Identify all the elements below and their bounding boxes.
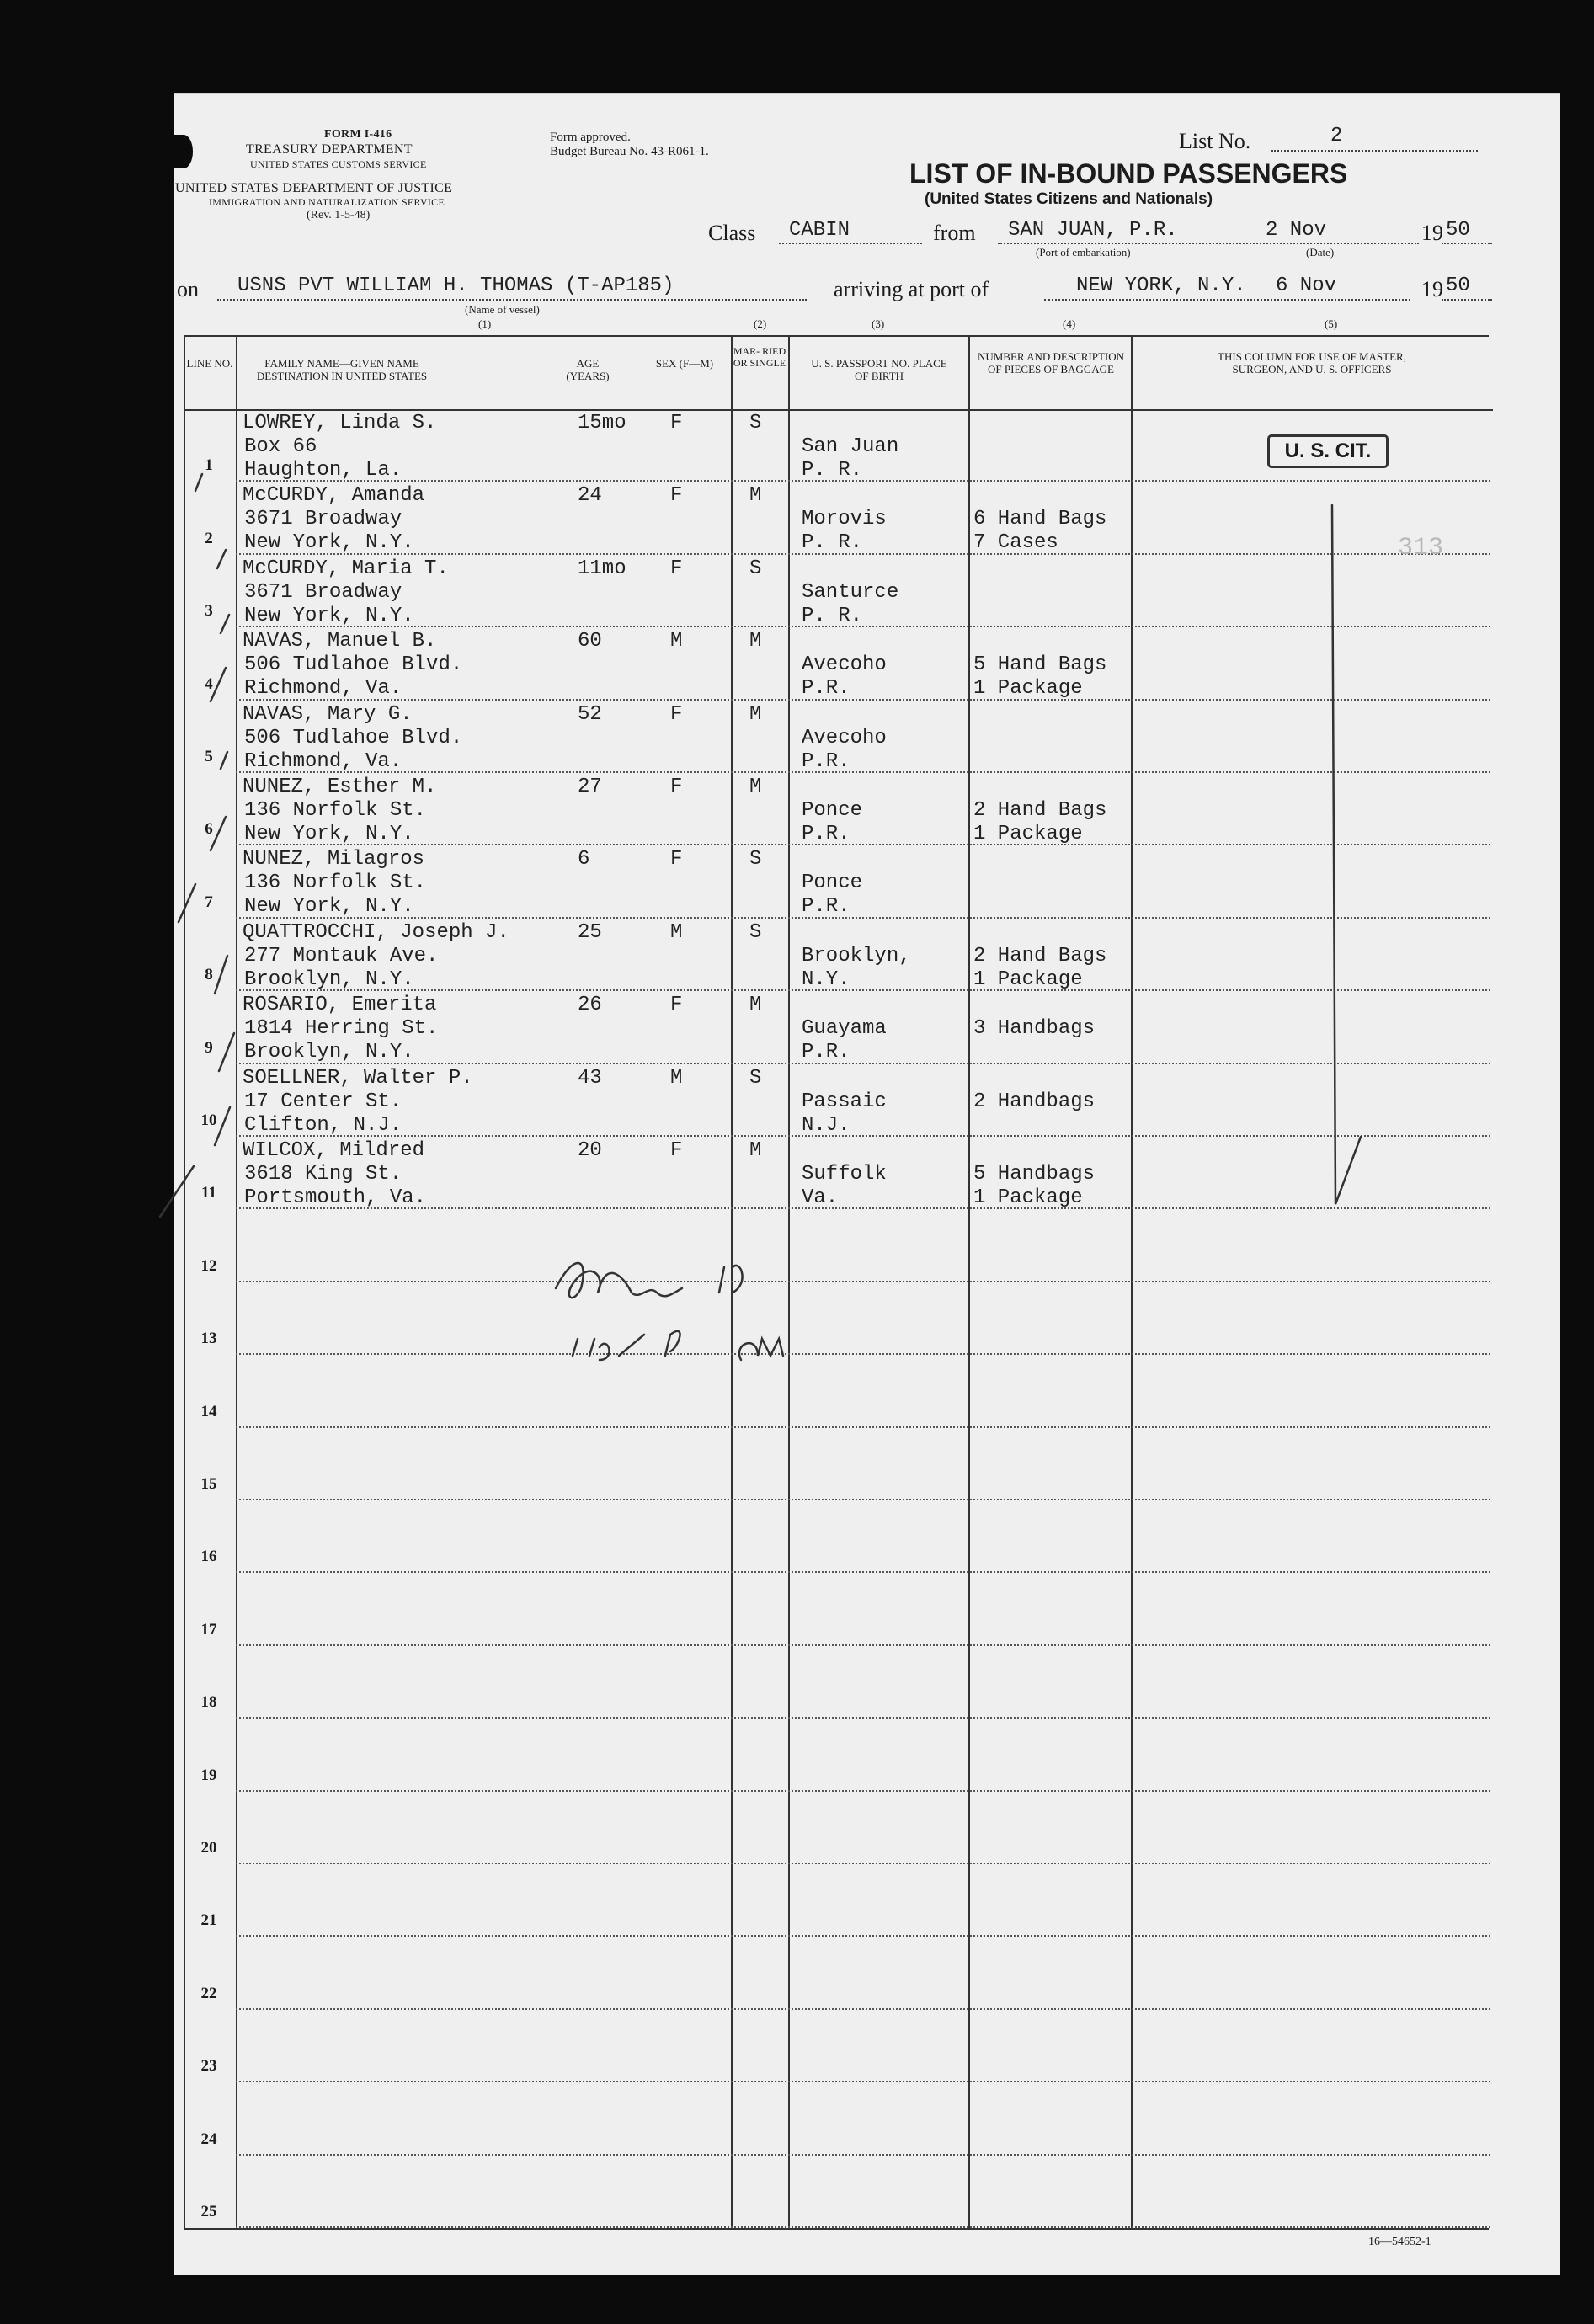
budget-bureau: Budget Bureau No. 43-R061-1.	[550, 145, 709, 158]
marital-status: S	[749, 1066, 762, 1090]
birth-region: P. R.	[802, 531, 863, 555]
faint-number: 313	[1398, 534, 1444, 562]
birth-region: P.R.	[802, 1041, 850, 1064]
line-number: 22	[200, 1984, 217, 2002]
on-label: on	[177, 277, 199, 301]
check-mark	[221, 752, 227, 769]
birth-place: Ponce	[802, 872, 863, 895]
date-note: (Date)	[1306, 246, 1335, 259]
line-number: 24	[200, 2129, 217, 2148]
passenger-address: 506 Tudlahoe Blvd.	[244, 726, 463, 749]
line-number: 15	[200, 1475, 217, 1493]
header-line-no: LINE NO.	[186, 357, 233, 370]
baggage-line-1: 2 Hand Bags	[973, 799, 1107, 822]
from-value: SAN JUAN, P.R.	[1008, 219, 1178, 242]
line-number: 16	[200, 1548, 217, 1566]
passenger-city: Haughton, La.	[244, 459, 402, 482]
passenger-name: NAVAS, Mary G.	[243, 702, 413, 726]
line-number: 6	[205, 820, 213, 839]
department-of-justice: UNITED STATES DEPARTMENT OF JUSTICE	[175, 181, 453, 195]
birth-place: Morovis	[802, 508, 887, 531]
birth-region: Va.	[802, 1186, 839, 1209]
line-number: 5	[205, 748, 213, 765]
check-mark	[179, 884, 195, 922]
line-number: 10	[200, 1111, 217, 1129]
check-mark	[215, 1107, 230, 1145]
check-mark	[195, 474, 202, 491]
form-title: LIST OF IN-BOUND PASSENGERS	[909, 158, 1348, 189]
marital-status: S	[749, 848, 762, 872]
column-number: (2)	[754, 317, 767, 330]
passenger-name: NAVAS, Manuel B.	[243, 630, 437, 653]
baggage-line-1: 2 Hand Bags	[973, 944, 1107, 967]
passenger-age: 43	[578, 1066, 602, 1090]
marital-status: M	[749, 776, 762, 798]
birth-region: P. R.	[802, 459, 863, 482]
passenger-sex: F	[670, 412, 683, 434]
passenger-age: 27	[578, 776, 602, 798]
baggage-line-1: 3 Handbags	[973, 1017, 1096, 1041]
passenger-sex: F	[670, 1139, 683, 1162]
check-mark	[215, 956, 227, 994]
passenger-city: Brooklyn, N.Y.	[244, 967, 414, 991]
header-officers: THIS COLUMN FOR USE OF MASTER, SURGEON, AND U. S. OFFICERS	[1218, 350, 1406, 376]
line-number: 25	[200, 2203, 217, 2220]
check-mark	[160, 1166, 194, 1217]
column-number: (3)	[872, 317, 885, 330]
treasury-department: TREASURY DEPARTMENT	[246, 142, 413, 157]
line-number: 4	[205, 674, 213, 693]
line-number: 14	[200, 1402, 217, 1421]
us-citizen-stamp: U. S. CIT.	[1267, 434, 1389, 468]
line-number: 18	[200, 1693, 217, 1712]
signature	[556, 1263, 682, 1298]
marital-status: S	[749, 920, 762, 944]
baggage-line-2: 7 Cases	[973, 531, 1058, 555]
passenger-address: 136 Norfolk St.	[244, 872, 427, 895]
passenger-city: New York, N.Y.	[244, 531, 414, 555]
form-approved: Form approved.	[550, 131, 631, 144]
port-embarkation-note: (Port of embarkation)	[1036, 246, 1131, 259]
birth-place: Santurce	[802, 580, 899, 604]
birth-place: Guayama	[802, 1017, 887, 1041]
birth-region: P.R.	[802, 823, 850, 845]
officer-tick-line	[1332, 505, 1361, 1204]
year-value-1: 50	[1446, 219, 1470, 242]
check-mark	[211, 817, 226, 850]
passenger-age: 26	[578, 994, 602, 1017]
line-number: 1	[205, 456, 213, 475]
passenger-address: Box 66	[244, 435, 317, 458]
passenger-age: 25	[578, 920, 602, 944]
marital-status: M	[749, 630, 762, 653]
line-number: 23	[200, 2057, 217, 2076]
customs-service: UNITED STATES CUSTOMS SERVICE	[250, 158, 427, 170]
line-number: 2	[205, 529, 213, 547]
vessel-note: (Name of vessel)	[465, 303, 540, 316]
passenger-age: 60	[578, 630, 602, 653]
passenger-age: 52	[578, 702, 602, 726]
passenger-sex: F	[670, 776, 683, 798]
arrival-date: 6 Nov	[1276, 275, 1337, 297]
class-label: Class	[708, 221, 756, 245]
passenger-name: NUNEZ, Milagros	[243, 848, 425, 872]
passenger-address: 3671 Broadway	[244, 580, 402, 604]
passenger-address: 3618 King St.	[244, 1163, 402, 1186]
passenger-age: 6	[578, 848, 590, 872]
passenger-address: 136 Norfolk St.	[244, 799, 427, 822]
passenger-city: New York, N.Y.	[244, 823, 414, 845]
passenger-address: 1814 Herring St.	[244, 1017, 439, 1041]
passenger-age: 11mo	[578, 557, 626, 580]
list-no-label: List No.	[1179, 129, 1251, 153]
check-mark	[211, 668, 226, 701]
passenger-city: Richmond, Va.	[244, 749, 402, 773]
birth-region: N.J.	[802, 1113, 850, 1137]
vessel-name: USNS PVT WILLIAM H. THOMAS (T-AP185)	[237, 275, 674, 297]
passenger-address: 3671 Broadway	[244, 508, 402, 531]
marital-status: M	[749, 702, 762, 726]
baggage-line-2: 1 Package	[973, 967, 1083, 991]
line-number: 9	[205, 1038, 213, 1057]
passenger-name: QUATTROCCHI, Joseph J.	[243, 920, 509, 944]
check-mark	[221, 615, 229, 633]
baggage-line-1: 5 Handbags	[973, 1163, 1096, 1186]
revision: (Rev. 1-5-48)	[307, 209, 371, 221]
passenger-city: Portsmouth, Va.	[244, 1186, 427, 1209]
year-prefix-2: 19	[1421, 277, 1443, 301]
header-age: AGE (YEARS)	[566, 357, 610, 382]
column-number: (5)	[1325, 317, 1338, 330]
birth-region: N.Y.	[802, 967, 850, 991]
baggage-line-2: 1 Package	[973, 677, 1083, 701]
form-code: 16—54652-1	[1368, 2236, 1431, 2248]
from-date: 2 Nov	[1266, 219, 1327, 242]
check-mark	[217, 550, 226, 568]
line-number: 11	[201, 1184, 216, 1202]
column-number: (4)	[1063, 317, 1076, 330]
line-number: 3	[205, 602, 213, 621]
passenger-city: New York, N.Y.	[244, 895, 414, 919]
signature	[719, 1266, 743, 1293]
line-number: 20	[200, 1839, 217, 1857]
header-baggage: NUMBER AND DESCRIPTION OF PIECES OF BAGGAGE	[977, 350, 1125, 376]
passenger-name: WILCOX, Mildred	[243, 1139, 425, 1162]
line-number: 21	[200, 1911, 217, 1930]
passenger-name: SOELLNER, Walter P.	[243, 1066, 473, 1090]
passenger-name: McCURDY, Maria T.	[243, 557, 449, 580]
passenger-city: Richmond, Va.	[244, 677, 402, 701]
passenger-sex: M	[670, 920, 683, 944]
year-value-2: 50	[1446, 275, 1470, 297]
line-number: 13	[200, 1330, 217, 1348]
baggage-line-1: 6 Hand Bags	[973, 508, 1107, 531]
signature-date	[573, 1331, 783, 1360]
passenger-city: New York, N.Y.	[244, 604, 414, 627]
passenger-name: ROSARIO, Emerita	[243, 994, 437, 1017]
form-subtitle: (United States Citizens and Nationals)	[925, 190, 1213, 208]
header-married: MAR- RIED OR SINGLE	[733, 345, 786, 369]
birth-place: Brooklyn,	[802, 944, 911, 967]
baggage-line-2: 1 Package	[973, 1186, 1083, 1209]
birth-place: Suffolk	[802, 1163, 887, 1186]
check-mark	[219, 1033, 234, 1071]
birth-region: P.R.	[802, 749, 850, 773]
birth-place: Avecoho	[802, 653, 887, 677]
header-name: FAMILY NAME—GIVEN NAME DESTINATION IN UNITED STATES	[256, 357, 428, 382]
baggage-line-1: 2 Handbags	[973, 1090, 1096, 1113]
birth-region: P. R.	[802, 604, 863, 627]
line-number: 8	[205, 966, 213, 984]
passenger-sex: F	[670, 994, 683, 1017]
line-number: 17	[200, 1620, 217, 1639]
passenger-sex: F	[670, 484, 683, 508]
passenger-age: 15mo	[578, 412, 626, 434]
line-number: 7	[205, 893, 213, 911]
header-passport: U. S. PASSPORT NO. PLACE OF BIRTH	[811, 357, 947, 382]
from-label: from	[933, 221, 976, 245]
passenger-sex: F	[670, 702, 683, 726]
passenger-age: 20	[578, 1139, 602, 1162]
list-no-value: 2	[1330, 125, 1343, 147]
marital-status: M	[749, 484, 762, 508]
header-sex: SEX (F—M)	[655, 357, 714, 370]
passenger-name: LOWREY, Linda S.	[243, 412, 437, 434]
birth-place: San Juan	[802, 435, 899, 458]
arrival-port: NEW YORK, N.Y.	[1076, 275, 1246, 297]
class-value: CABIN	[789, 219, 850, 242]
year-prefix-1: 19	[1421, 221, 1443, 245]
passenger-sex: F	[670, 848, 683, 872]
birth-place: Passaic	[802, 1090, 887, 1113]
birth-place: Avecoho	[802, 726, 887, 749]
passenger-sex: M	[670, 630, 683, 653]
passenger-address: 17 Center St.	[244, 1090, 402, 1113]
baggage-line-2: 1 Package	[973, 823, 1083, 845]
passenger-address: 277 Montauk Ave.	[244, 944, 439, 967]
passenger-sex: F	[670, 557, 683, 580]
marital-status: M	[749, 1139, 762, 1162]
immigration-service: IMMIGRATION AND NATURALIZATION SERVICE	[209, 196, 445, 208]
passenger-city: Clifton, N.J.	[244, 1113, 402, 1137]
marital-status: M	[749, 994, 762, 1017]
passenger-age: 24	[578, 484, 602, 508]
baggage-line-1: 5 Hand Bags	[973, 653, 1107, 677]
form-number: FORM I-416	[324, 128, 392, 141]
line-number: 12	[200, 1256, 217, 1275]
column-number: (1)	[478, 317, 492, 330]
arriving-label: arriving at port of	[834, 277, 989, 301]
passenger-name: McCURDY, Amanda	[243, 484, 425, 508]
marital-status: S	[749, 557, 762, 580]
passenger-name: NUNEZ, Esther M.	[243, 776, 437, 798]
passenger-city: Brooklyn, N.Y.	[244, 1041, 414, 1064]
marital-status: S	[749, 412, 762, 434]
birth-place: Ponce	[802, 799, 863, 822]
line-number: 19	[200, 1766, 217, 1784]
passenger-sex: M	[670, 1066, 683, 1090]
birth-region: P.R.	[802, 895, 850, 919]
birth-region: P.R.	[802, 677, 850, 701]
passenger-address: 506 Tudlahoe Blvd.	[244, 653, 463, 677]
